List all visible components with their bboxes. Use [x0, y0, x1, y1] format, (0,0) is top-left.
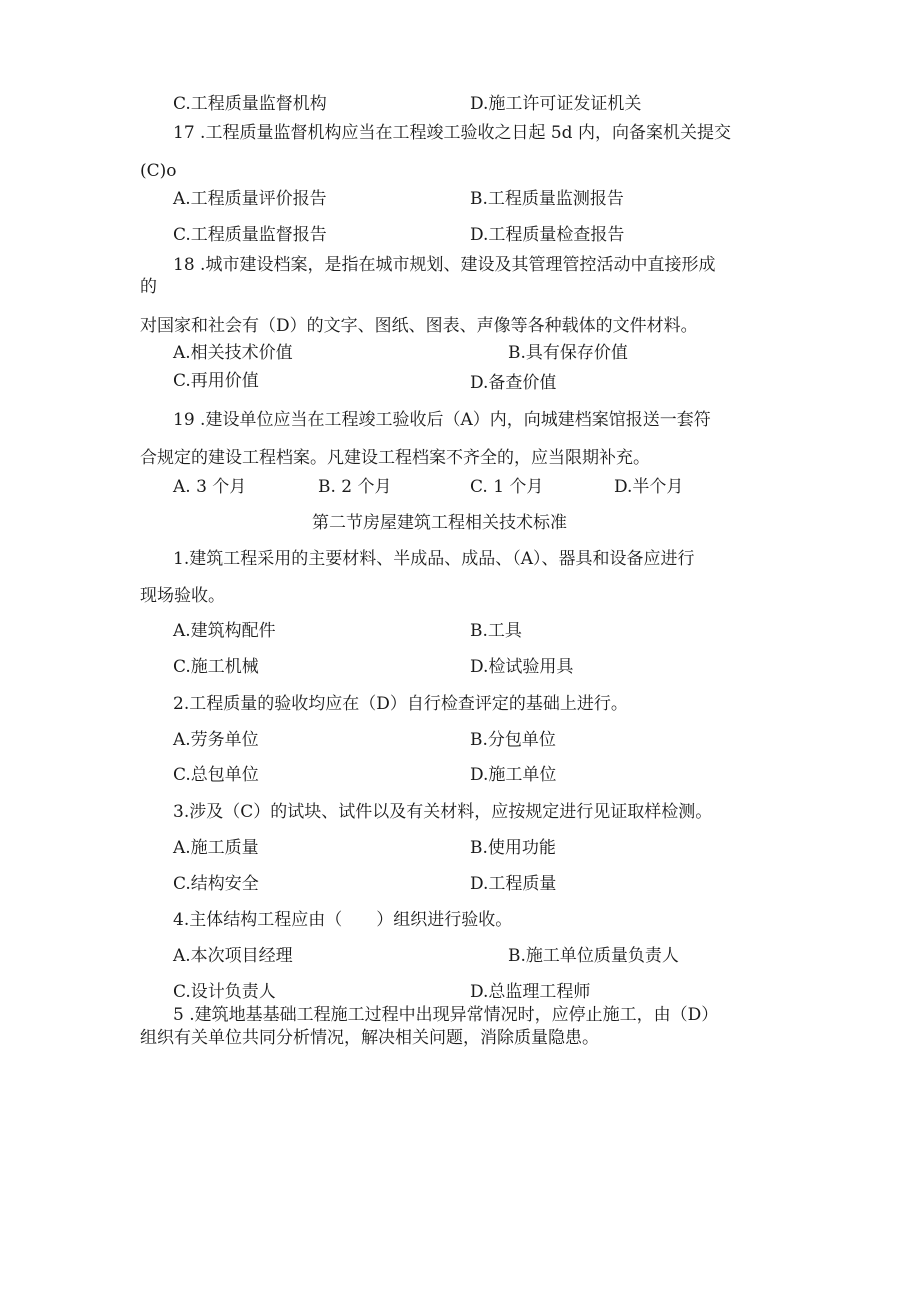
option-text: D.工程质量: [470, 874, 557, 894]
option-text: C.结构安全: [173, 874, 259, 894]
question-text: 的: [140, 277, 157, 297]
option-text: B.具有保存价值: [508, 343, 628, 363]
option-text: B.分包单位: [470, 730, 556, 750]
question-text: 5 .建筑地基基础工程施工过程中出现异常情况时，应停止施工，由（D）: [173, 1005, 719, 1025]
option-text: B.施工单位质量负责人: [508, 946, 679, 966]
option-text: C. 1 个月: [470, 477, 544, 497]
option-text: D.备查价值: [470, 373, 557, 393]
option-text: B.使用功能: [470, 838, 556, 858]
option-text: C.再用价值: [173, 371, 259, 391]
question-text: 17 .工程质量监督机构应当在工程竣工验收之日起 5d 内，向备案机关提交: [173, 123, 731, 143]
option-text: A.本次项目经理: [173, 946, 293, 966]
question-text: 现场验收。: [140, 586, 225, 606]
option-text: C.总包单位: [173, 765, 259, 785]
question-text: 合规定的建设工程档案。凡建设工程档案不齐全的，应当限期补充。: [140, 448, 650, 468]
option-text: D.检试验用具: [470, 657, 574, 677]
option-text: A. 3 个月: [173, 477, 247, 497]
question-text: 对国家和社会有（D）的文字、图纸、图表、声像等各种载体的文件材料。: [140, 316, 698, 336]
option-text: C.设计负责人: [173, 982, 276, 1002]
option-text: C.工程质量监督报告: [173, 225, 327, 245]
option-text: D.施工单位: [470, 765, 557, 785]
option-text: B. 2 个月: [318, 477, 392, 497]
option-text: C.施工机械: [173, 657, 259, 677]
question-text: 2.工程质量的验收均应在（D）自行检查评定的基础上进行。: [173, 694, 628, 714]
question-text: (C)o: [140, 161, 177, 181]
option-text: D.总监理工程师: [470, 982, 591, 1002]
option-text: A.施工质量: [173, 838, 259, 858]
question-text: 4.主体结构工程应由（ ）组织进行验收。: [173, 910, 513, 930]
question-text: 组织有关单位共同分析情况，解决相关问题，消除质量隐患。: [140, 1028, 599, 1048]
question-text: 18 .城市建设档案，是指在城市规划、建设及其管理管控活动中直接形成: [173, 255, 716, 275]
option-text: C.工程质量监督机构: [173, 94, 327, 114]
question-text: 1.建筑工程采用的主要材料、半成品、成品、（A）、器具和设备应进行: [173, 549, 695, 569]
section-title: 第二节房屋建筑工程相关技术标准: [312, 513, 567, 533]
option-text: A.建筑构配件: [173, 621, 276, 641]
option-text: A.相关技术价值: [173, 343, 293, 363]
question-text: 3.涉及（C）的试块、试件以及有关材料，应按规定进行见证取样检测。: [173, 802, 713, 822]
option-text: B.工具: [470, 621, 522, 641]
option-text: D.施工许可证发证机关: [470, 94, 642, 114]
option-text: B.工程质量监测报告: [470, 189, 624, 209]
question-text: 19 .建设单位应当在工程竣工验收后（A）内，向城建档案馆报送一套符: [173, 410, 711, 430]
option-text: D.半个月: [614, 477, 684, 497]
option-text: A.工程质量评价报告: [173, 189, 327, 209]
option-text: D.工程质量检查报告: [470, 225, 625, 245]
option-text: A.劳务单位: [173, 730, 259, 750]
